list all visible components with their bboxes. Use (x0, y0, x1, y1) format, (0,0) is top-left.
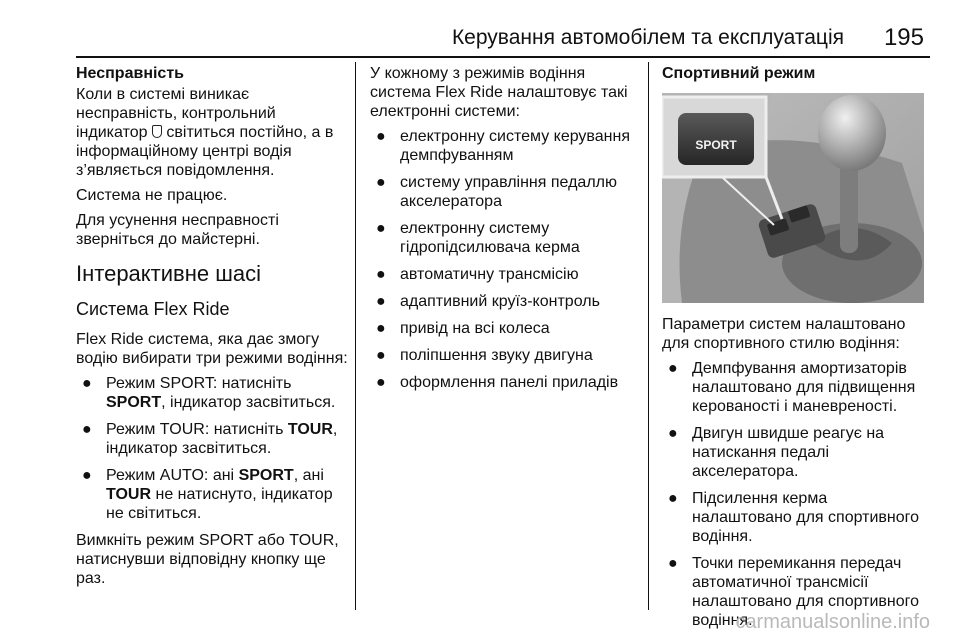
bullet-icon: ● (376, 374, 386, 391)
bullet-icon: ● (376, 128, 386, 145)
subsection-title: Система Flex Ride (76, 299, 230, 319)
watermark: carmanualsonline.info (735, 611, 930, 633)
column-divider (648, 62, 649, 610)
sport-button-photo (662, 93, 924, 303)
bullet-icon: ● (668, 490, 678, 507)
systems-intro: У кожному з режимів водіння система Flex Ride налаштовує такі електронні системи: (370, 65, 628, 120)
system-inactive-text: Система не працює. (76, 187, 228, 204)
sport-mode-effects-list (662, 359, 930, 630)
column-1 (76, 64, 348, 594)
bullet-icon: ● (376, 347, 386, 364)
header-title: Керування автомобілем та експлуатація (451, 26, 844, 49)
list-item: ● Двигун швидше реагує на натискання педалі акселератора. (668, 425, 885, 480)
bullet-icon: ● (376, 220, 386, 237)
list-item: ● електронну систему керування демпфуванням (376, 128, 630, 164)
bullet-icon: ● (376, 320, 386, 337)
bullet-icon: ● (668, 555, 678, 572)
list-item: ● електронну систему гідропідсилювача керма (376, 220, 580, 256)
gear-console-illustration (662, 93, 924, 303)
list-item: ● Режим AUTO: ані SPORT, ані TOUR не натиснуто, індикатор не світиться. (82, 467, 333, 522)
list-item: ● Підсилення керма налаштовано для спортивного водіння. (668, 490, 920, 545)
sport-mode-intro: Параметри систем налаштовано для спортивного стилю водіння: (662, 316, 906, 352)
bullet-icon: ● (668, 425, 678, 442)
list-item: ● привід на всі колеса (376, 320, 550, 337)
list-item: ● поліпшення звуку двигуна (376, 347, 593, 364)
bullet-icon: ● (376, 266, 386, 283)
list-item: ● оформлення панелі приладів (376, 374, 619, 391)
malfunction-heading: Несправність (76, 65, 184, 82)
bullet-icon: ● (376, 293, 386, 310)
column-divider (355, 62, 356, 610)
list-item: ● Демпфування амортизаторів налаштовано для підвищення керованості і маневреності. (668, 360, 916, 415)
bullet-icon: ● (82, 467, 92, 484)
list-item: ● систему управління педаллю акселератора (376, 174, 617, 210)
list-item: ● Режим SPORT: натисніть SPORT, індикатор засвітиться. (82, 375, 336, 411)
shock-absorber-indicator-icon (152, 125, 162, 138)
list-item: ● автоматичну трансмісію (376, 266, 579, 283)
drive-modes-list (76, 374, 348, 523)
list-item: ● Режим TOUR: натисніть TOUR, індикатор засвітиться. (82, 421, 338, 457)
bullet-icon: ● (376, 174, 386, 191)
page-number: 195 (883, 24, 924, 51)
bullet-icon: ● (668, 360, 678, 377)
workshop-advice: Для усунення несправності зверніться до майстерні. (76, 212, 279, 248)
list-item: ● адаптивний круїз-контроль (376, 293, 600, 310)
bullet-icon: ● (82, 421, 92, 438)
malfunction-paragraph: Коли в системі виникає несправність, контрольний індикатор світиться постійно, а в інформаційному центрі водія з’являється повідомлення. (76, 86, 334, 179)
sport-mode-heading: Спортивний режим (662, 65, 816, 82)
section-title: Інтерактивне шасі (76, 261, 261, 286)
mode-off-instruction: Вимкніть режим SPORT або TOUR, натиснувши відповідну кнопку ще раз. (76, 532, 339, 587)
page-header (76, 0, 930, 58)
flexride-intro: Flex Ride система, яка дає змогу водію вибирати три режими водіння: (76, 331, 348, 367)
column-3 (662, 64, 930, 638)
column-2 (370, 64, 638, 400)
sport-button-label: SPORT (695, 138, 737, 152)
list-item: ● Точки перемикання передач автоматичної трансмісії налаштовано для спортивного водіння. (668, 555, 920, 629)
bullet-icon: ● (82, 375, 92, 392)
adjusted-systems-list (370, 127, 638, 392)
